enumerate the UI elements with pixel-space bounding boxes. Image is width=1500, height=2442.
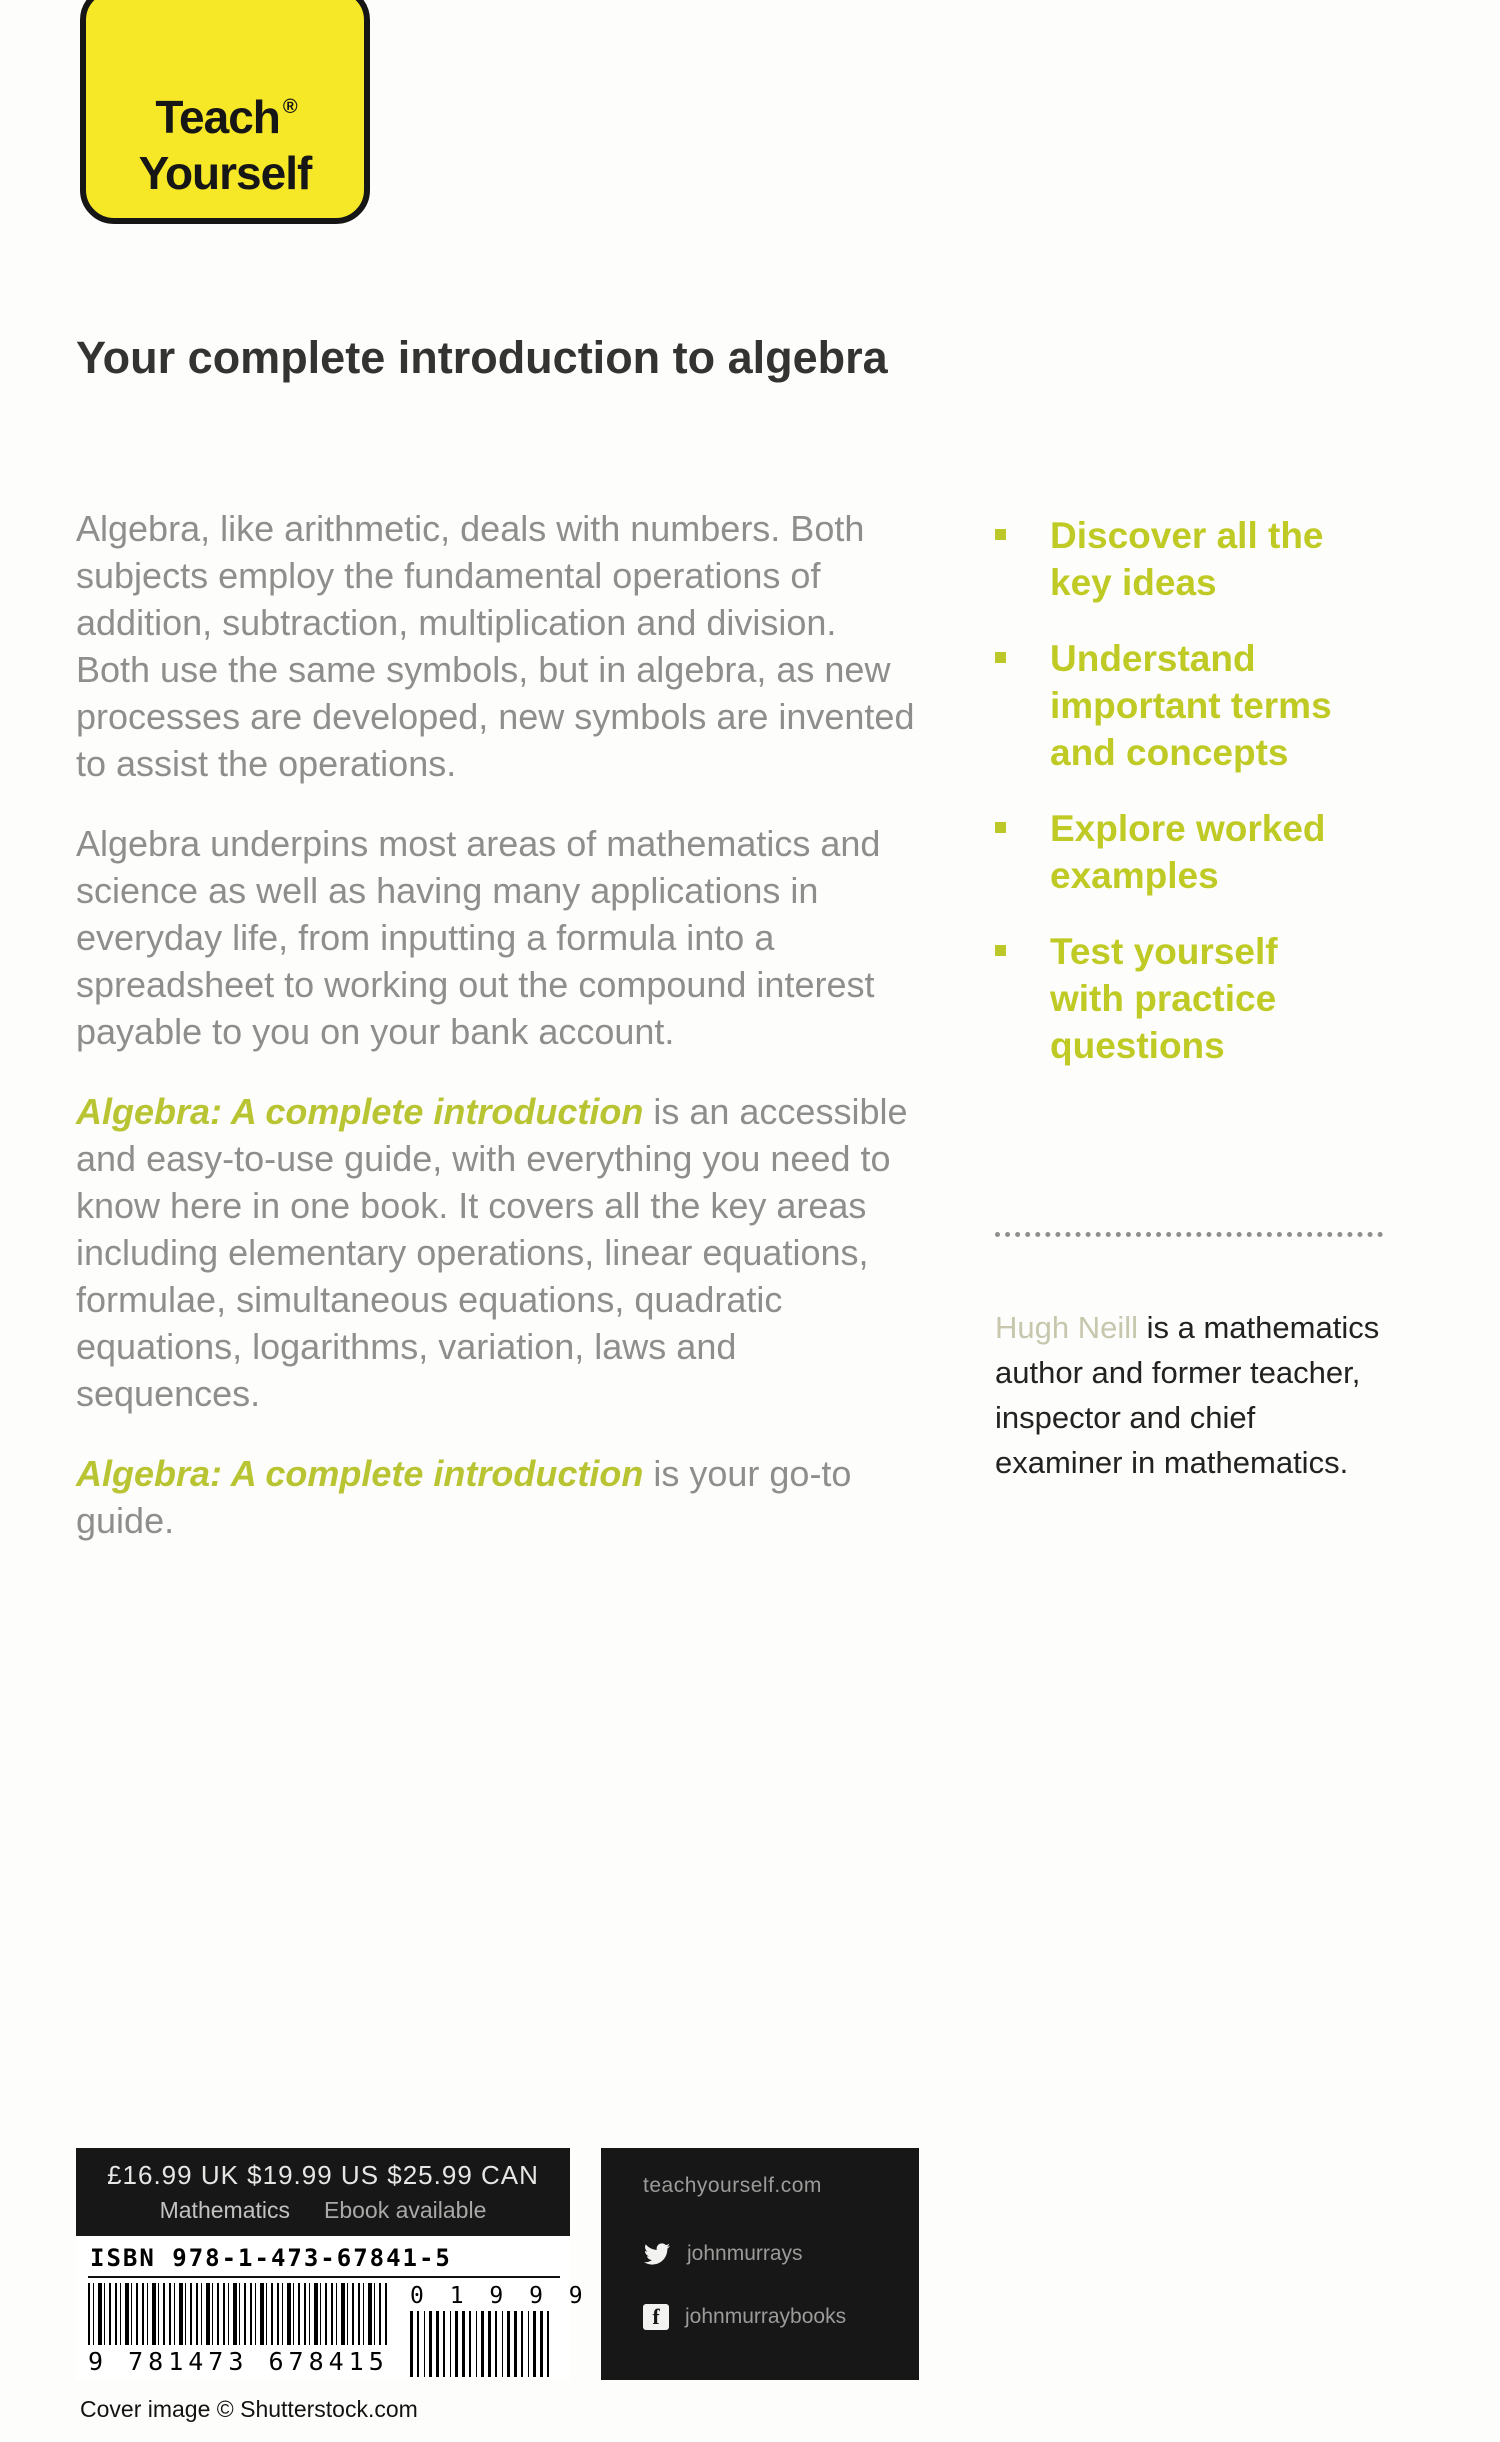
square-bullet-icon <box>995 529 1006 540</box>
book-title-inline: Algebra: A complete introduction <box>76 1091 644 1132</box>
list-item <box>995 635 1395 776</box>
paragraph-goto-guide <box>76 1450 916 1544</box>
registered-trademark-symbol: ® <box>282 96 298 118</box>
cover-image-credit: Cover image © Shutterstock.com <box>80 2396 418 2422</box>
page-title: Your complete introduction to algebra <box>76 332 888 383</box>
dotted-separator <box>995 1232 1383 1237</box>
logo-text <box>86 91 364 199</box>
square-bullet-icon <box>995 652 1006 663</box>
category-line <box>76 2197 570 2224</box>
logo-line-teach <box>86 91 364 150</box>
feature-label: Understand important terms and concepts <box>1050 638 1332 773</box>
addon-barcode <box>410 2311 550 2377</box>
price-isbn-block <box>76 2148 589 2380</box>
list-item <box>995 928 1395 1069</box>
feature-label: Discover all the key ideas <box>1050 515 1324 603</box>
facebook-icon: f <box>643 2304 669 2330</box>
ebook-available-label: Ebook available <box>323 2197 487 2223</box>
logo-line-yourself: Yourself <box>138 147 312 199</box>
facebook-handle: johnmurraybooks <box>685 2305 847 2328</box>
barcode-row <box>88 2283 589 2377</box>
author-bio-text: is a mathematics author and former teacher, inspector and chief examiner in mathematics. <box>995 1310 1380 1480</box>
paragraph-book-overview <box>76 1088 916 1417</box>
website-url: teachyourself.com <box>643 2174 822 2197</box>
paragraph-applications: Algebra underpins most areas of mathematics and science as well as having many applications in everyday life, from inputting a formula into a spreadsheet to working out the compound interest payable to you on your bank account. <box>76 823 881 1052</box>
twitter-icon <box>643 2240 671 2268</box>
author-name: Hugh Neill <box>995 1310 1139 1345</box>
paragraph-intro: Algebra, like arithmetic, deals with numbers. Both subjects employ the fundamental operations of addition, subtraction, multiplication and division. Both use the same symbols, but in algebra, as new processes are developed, new symbols are invented to assist the operations. <box>76 508 915 784</box>
twitter-handle: johnmurrays <box>687 2242 803 2265</box>
facebook-row <box>643 2304 919 2330</box>
description-column <box>76 505 916 1577</box>
list-item <box>995 805 1395 899</box>
feature-label: Explore worked examples <box>1050 808 1326 896</box>
key-features-list <box>995 512 1395 1098</box>
square-bullet-icon <box>995 945 1006 956</box>
teach-yourself-logo <box>80 0 370 224</box>
price-text: £16.99 UK $19.99 US $25.99 CAN <box>107 2160 539 2190</box>
ean-barcode-wrap <box>88 2283 388 2376</box>
ean-barcode <box>88 2283 388 2345</box>
book-title-inline: Algebra: A complete introduction <box>76 1453 644 1494</box>
feature-label: Test yourself with practice questions <box>1050 931 1278 1066</box>
twitter-row <box>643 2240 919 2268</box>
logo-word-teach: Teach <box>155 91 280 143</box>
paragraph-goto-guide-text: is your go-to guide. <box>76 1453 852 1541</box>
isbn-number: ISBN 978-1-473-67841-5 <box>88 2242 560 2278</box>
list-item <box>995 512 1395 606</box>
paragraph-book-overview-text: is an accessible and easy-to-use guide, with everything you need to know here in one book. It covers all the key areas including elementary operations, linear equations, formulae, simultaneous equations, quadratic equations, logarithms, variation, laws and sequences. <box>76 1091 908 1414</box>
author-bio <box>995 1305 1380 1485</box>
addon-barcode-wrap <box>410 2283 589 2377</box>
category-label: Mathematics <box>159 2197 290 2223</box>
barcode-box <box>76 2236 589 2380</box>
publisher-social-block <box>601 2148 919 2380</box>
square-bullet-icon <box>995 822 1006 833</box>
price-strip <box>76 2148 570 2236</box>
addon-barcode-digits: 0 1 9 9 9 <box>410 2283 589 2309</box>
barcode-digits: 9 781473 678415 <box>88 2347 389 2376</box>
